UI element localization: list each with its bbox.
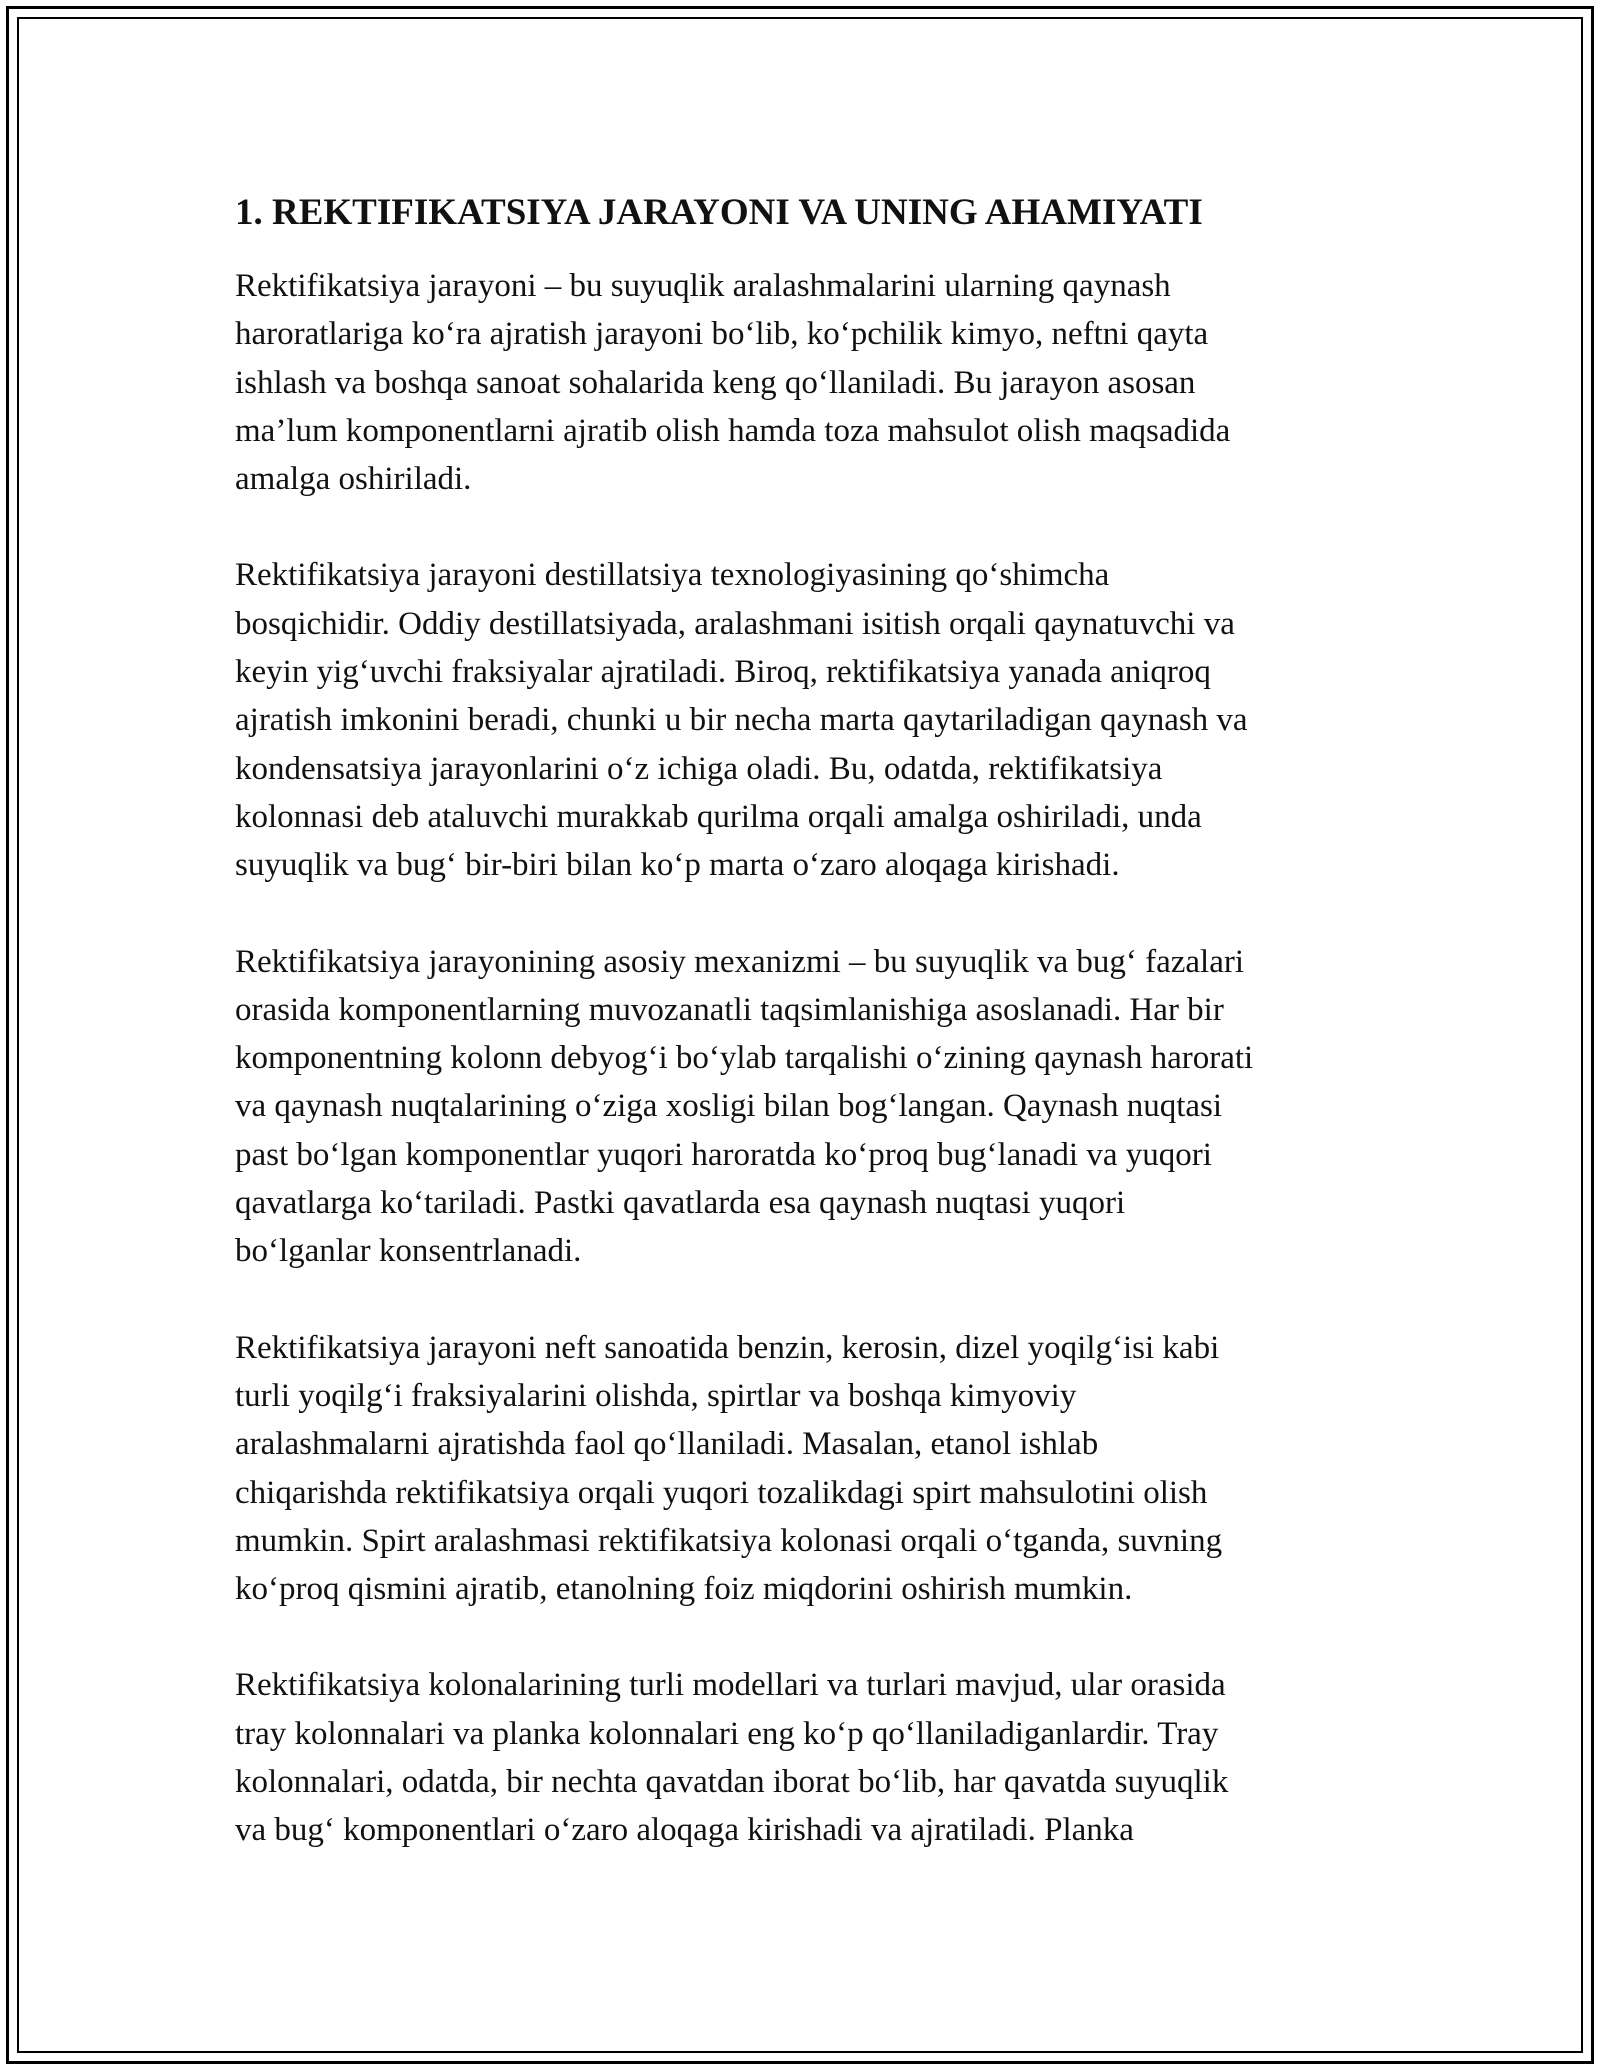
document-body — [235, 188, 1370, 1903]
paragraph-2: Rektifikatsiya jarayoni destillatsiya texnologiyasining qo‘shimcha bosqichidir. Oddiy destillatsiyada, aralashmani isitish orqali qaynatuvchi va keyin yig‘uvchi fraksiyalar ajratiladi. Biroq, rektifikatsiya yanada aniqroq ajratish imkonini beradi, chunki u bir necha marta qaytariladigan qaynash va kondensatsiya jarayonlarini o‘z ichiga oladi. Bu, odatda, rektifikatsiya kolonnasi deb ataluvchi murakkab qurilma orqali amalga oshiriladi, unda suyuqlik va bug‘ bir-biri bilan ko‘p marta o‘zaro aloqaga kirishadi. — [235, 557, 1248, 884]
paragraph-3: Rektifikatsiya jarayonining asosiy mexanizmi – bu suyuqlik va bug‘ fazalari orasida komponentlarning muvozanatli taqsimlanishiga asoslanadi. Har bir komponentning kolonn debyog‘i bo‘ylab tarqalishi o‘zining qaynash harorati va qaynash nuqtalarining o‘ziga xosligi bilan bog‘langan. Qaynash nuqtasi past bo‘lgan komponentlar yuqori haroratda ko‘proq bug‘lanadi va yuqori qavatlarga ko‘tariladi. Pastki qavatlarda esa qaynash nuqtasi yuqori bo‘lganlar konsentrlanadi. — [235, 943, 1254, 1270]
paragraph-4: Rektifikatsiya jarayoni neft sanoatida benzin, kerosin, dizel yoqilg‘isi kabi turli yoqilg‘i fraksiyalarini olishda, spirtlar va boshqa kimyoviy aralashmalarni ajratishda faol qo‘llaniladi. Masalan, etanol ishlab chiqarishda rektifikatsiya orqali yuqori tozalikdagi spirt mahsulotini olish mumkin. Spirt aralashmasi rektifikatsiya kolonasi orqali o‘tganda, suvning ko‘proq qismini ajratib, etanolning foiz miqdorini oshirish mumkin. — [235, 1329, 1223, 1608]
paragraph-1: Rektifikatsiya jarayoni – bu suyuqlik aralashmalarini ularning qaynash haroratlariga ko‘ra ajratish jarayoni bo‘lib, ko‘pchilik kimyo, neftni qayta ishlash va boshqa sanoat sohalarida keng qo‘llaniladi. Bu jarayon asosan ma’lum komponentlarni ajratib olish hamda toza mahsulot olish maqsadida amalga oshiriladi. — [235, 268, 1231, 498]
paragraph-5: Rektifikatsiya kolonalarining turli modellari va turlari mavjud, ular orasida tray kolonnalari va planka kolonnalari eng ko‘p qo‘llaniladiganlardir. Tray kolonnalari, odatda, bir nechta qavatdan iborat bo‘lib, har qavatda suyuqlik va bug‘ komponentlari o‘zaro aloqaga kirishadi va ajratiladi. Planka — [235, 1667, 1229, 1849]
page-title: 1. REKTIFIKATSIYA JARAYONI VA UNING AHAMIYATI — [235, 192, 1203, 233]
